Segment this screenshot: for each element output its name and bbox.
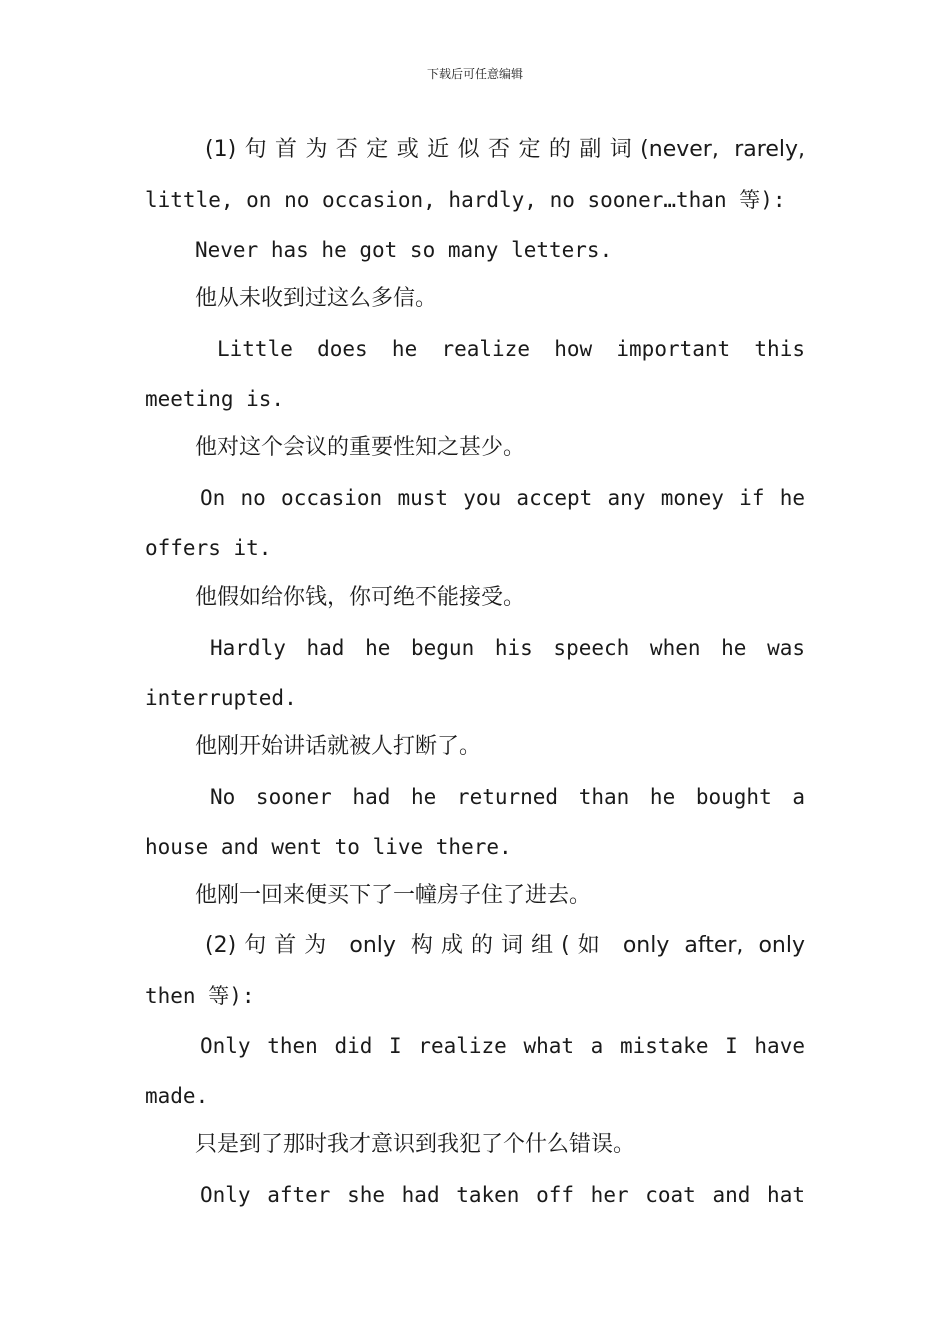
text-line: house and went to live there. — [145, 835, 512, 859]
example-sentence: Never has he got so many letters. — [195, 238, 613, 262]
text-line: offers it. — [145, 536, 272, 560]
example-sentence: Only after she had taken off her coat and hat — [200, 1183, 805, 1207]
text-line: little, on no occasion, hardly, no sooner…than 等): — [145, 188, 786, 212]
text-line: interrupted. — [145, 686, 297, 710]
example-sentence: No sooner had he returned than he bought a — [210, 785, 805, 809]
translation-line: 他刚一回来便买下了一幢房子住了进去。 — [195, 883, 592, 908]
text-line: then 等): — [145, 984, 255, 1008]
section-heading-2: (2)句首为 only 构成的词组(如 only after, only — [205, 933, 805, 958]
text-line: made. — [145, 1084, 209, 1108]
section-heading-1: (1)句首为否定或近似否定的副词(never, rarely, — [205, 137, 805, 162]
text-line: meeting is. — [145, 387, 285, 411]
translation-line: 他刚开始讲话就被人打断了。 — [195, 734, 482, 759]
translation-line: 只是到了那时我才意识到我犯了个什么错误。 — [195, 1132, 636, 1157]
example-sentence: Hardly had he begun his speech when he was — [210, 636, 805, 660]
example-sentence: Only then did I realize what a mistake I have — [200, 1034, 805, 1058]
translation-line: 他从未收到过这么多信。 — [195, 286, 438, 311]
example-sentence: On no occasion must you accept any money if he — [200, 486, 805, 510]
translation-line: 他假如给你钱，你可绝不能接受。 — [195, 585, 526, 610]
translation-line: 他对这个会议的重要性知之甚少。 — [195, 435, 526, 460]
page-header: 下载后可任意编辑 — [426, 67, 523, 81]
example-sentence: Little does he realize how important this — [217, 337, 805, 361]
